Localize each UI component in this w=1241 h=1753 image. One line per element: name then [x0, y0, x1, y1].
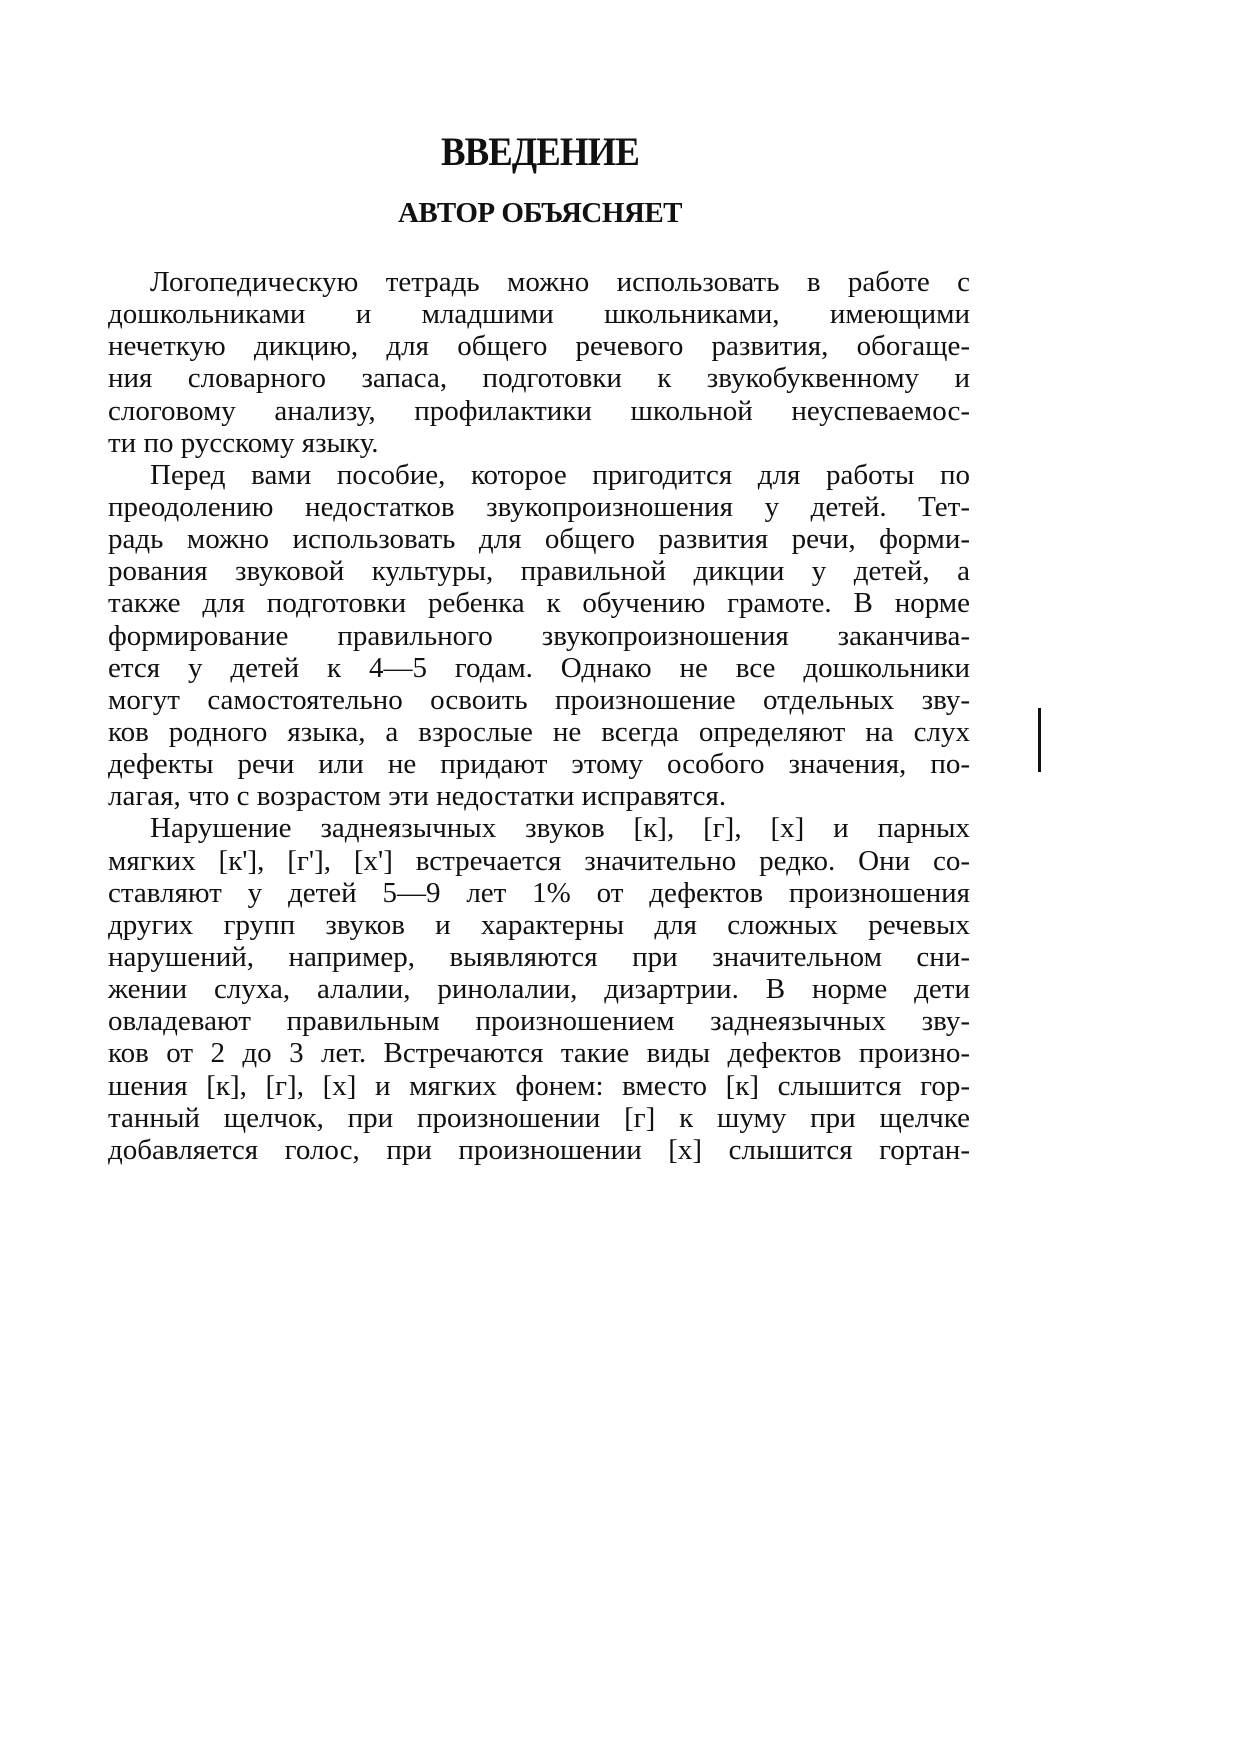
paragraph [108, 459, 970, 813]
text-line: танный щелчок, при произношении [г] к шуму при щелчке [108, 1101, 970, 1134]
text-line: Логопедическую тетрадь можно использовать в работе с [150, 266, 970, 298]
page-title: ВВЕДЕНИЕ [441, 129, 639, 174]
section-subtitle: АВТОР ОБЪЯСНЯЕТ [397, 197, 683, 229]
text-line: преодолению недостатков звукопроизношения у детей. Тет- [108, 490, 970, 523]
text-line: дошкольниками и младшими школьниками, имеющими [108, 298, 970, 331]
text-line: ков родного языка, а взрослые не всегда определяют на слух [108, 715, 970, 748]
text-line: также для подготовки ребенка к обучению грамоте. В норме [108, 587, 970, 620]
text-line: формирование правильного звукопроизношения заканчива- [108, 619, 970, 652]
text-line: ния словарного запаса, подготовки к звукобуквенному и [108, 362, 970, 395]
text-line: ставляют у детей 5—9 лет 1% от дефектов произношения [108, 876, 970, 909]
text-line: могут самостоятельно освоить произношение отдельных зву- [108, 683, 970, 716]
text-line: жении слуха, алалии, ринолалии, дизартрии. В норме дети [108, 973, 970, 1006]
text-line: ков от 2 до 3 лет. Встречаются такие виды дефектов произно- [108, 1037, 970, 1070]
text-line: дефекты речи или не придают этому особого значения, по- [108, 748, 970, 781]
text-line: нечеткую дикцию, для общего речевого развития, обогаще- [108, 330, 970, 363]
text-line: овладевают правильным произношением заднеязычных зву- [108, 1005, 970, 1038]
paragraph [108, 812, 970, 1166]
text-line: других групп звуков и характерны для сложных речевых [108, 908, 970, 941]
text-line: Нарушение заднеязычных звуков [к], [г], [х] и парных [150, 812, 970, 845]
paragraph [108, 266, 970, 459]
margin-change-bar [1038, 708, 1041, 772]
text-line: шения [к], [г], [х] и мягких фонем: вместо [к] слышится гор- [108, 1069, 970, 1102]
text-line: ется у детей к 4—5 годам. Однако не все дошкольники [108, 651, 970, 684]
text-line: нарушений, например, выявляются при значительном сни- [108, 940, 970, 973]
text-line: радь можно использовать для общего развития речи, форми- [108, 523, 970, 556]
text-line: лагая, что с возрастом эти недостатки исправятся. [108, 780, 727, 813]
text-line: добавляется голос, при произношении [х] слышится гортан- [108, 1133, 970, 1166]
text-line: ти по русскому языку. [108, 426, 379, 459]
text-line: слоговому анализу, профилактики школьной неуспеваемос- [108, 394, 970, 427]
body-text [108, 266, 970, 1166]
text-line: мягких [к'], [г'], [х'] встречается значительно редко. Они со- [108, 844, 970, 877]
text-line: Перед вами пособие, которое пригодится для работы по [150, 458, 970, 491]
text-line: рования звуковой культуры, правильной дикции у детей, а [108, 555, 970, 588]
